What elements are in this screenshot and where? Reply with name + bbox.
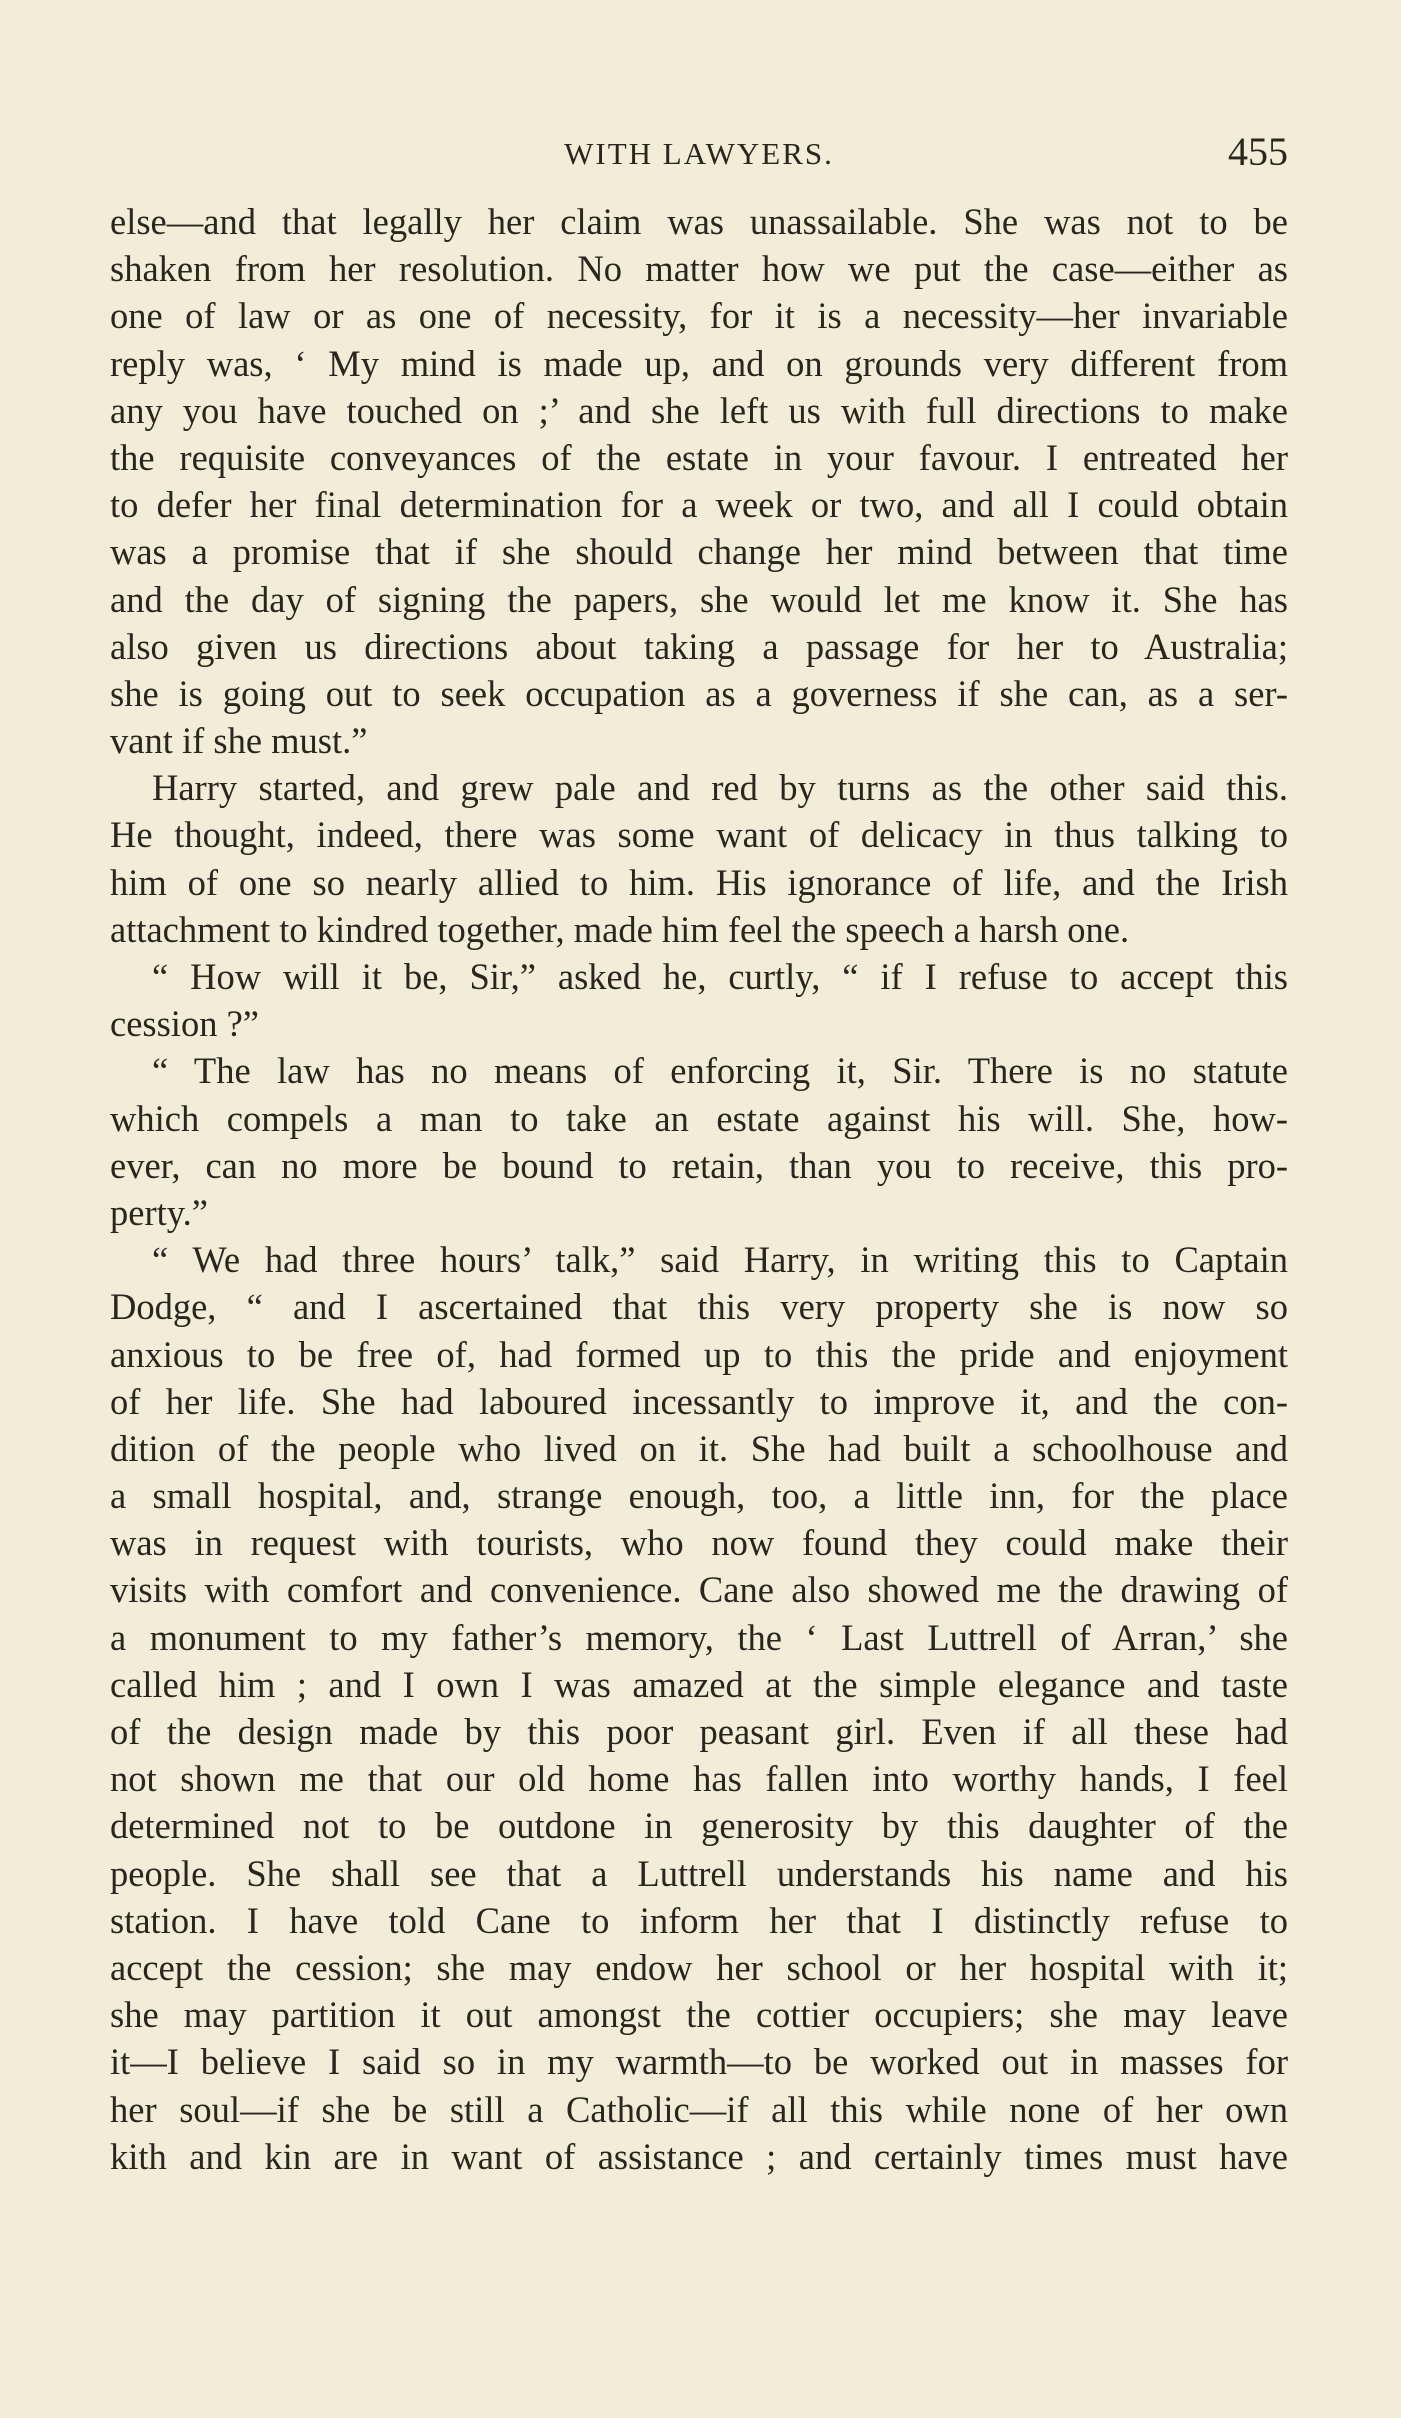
text-line: Harry started, and grew pale and red by turns as the other said this. <box>152 767 1288 809</box>
page-number: 455 <box>1228 129 1288 174</box>
text-line: attachment to kindred together, made him feel the speech a harsh one. <box>110 908 1130 950</box>
running-head <box>110 128 1288 184</box>
text-line: him of one so nearly allied to him. His ignorance of life, and the Irish <box>110 861 1288 903</box>
text-line: of her life. She had laboured incessantly to improve it, and the con- <box>110 1380 1288 1422</box>
text-line: visits with comfort and convenience. Cane also showed me the drawing of <box>110 1569 1288 1611</box>
text-line: also given us directions about taking a passage for her to Australia; <box>110 625 1288 667</box>
text-line: one of law or as one of necessity, for it is a necessity—her invariable <box>110 295 1288 337</box>
text-line: “ The law has no means of enforcing it, Sir. There is no statute <box>152 1050 1288 1092</box>
text-line: her soul—if she be still a Catholic—if all this while none of her own <box>110 2088 1288 2130</box>
text-line: not shown me that our old home has fallen into worthy hands, I feel <box>110 1758 1288 1800</box>
text-line: people. She shall see that a Luttrell understands his name and his <box>110 1852 1288 1894</box>
body-text <box>110 198 1288 2180</box>
text-line: dition of the people who lived on it. She had built a schoolhouse and <box>110 1427 1288 1469</box>
text-line: to defer her final determination for a week or two, and all I could obtain <box>110 484 1288 526</box>
text-line: and the day of signing the papers, she would let me know it. She has <box>110 578 1288 620</box>
text-line: He thought, indeed, there was some want of delicacy in thus talking to <box>110 814 1288 856</box>
text-line: reply was, ‘ My mind is made up, and on grounds very different from <box>110 342 1288 384</box>
text-line: ever, can no more be bound to retain, than you to receive, this pro- <box>110 1144 1288 1186</box>
text-line: “ We had three hours’ talk,” said Harry, in writing this to Captain <box>152 1239 1288 1281</box>
text-line: it—I believe I said so in my warmth—to be worked out in masses for <box>110 2041 1288 2083</box>
text-line: was a promise that if she should change her mind between that time <box>110 531 1288 573</box>
text-line: she may partition it out amongst the cottier occupiers; she may leave <box>110 1994 1288 2036</box>
text-line: kith and kin are in want of assistance ; and certainly times must have <box>110 2135 1288 2177</box>
text-line: vant if she must.” <box>110 720 368 762</box>
text-line: “ How will it be, Sir,” asked he, curtly, “ if I refuse to accept this <box>152 956 1288 997</box>
text-line: a small hospital, and, strange enough, too, a little inn, for the place <box>110 1475 1288 1517</box>
text-line: anxious to be free of, had formed up to this the pride and enjoyment <box>110 1333 1288 1375</box>
text-line: any you have touched on ;’ and she left us with full directions to make <box>110 389 1288 431</box>
text-line: cession ?” <box>110 1003 259 1045</box>
text-line: which compels a man to take an estate against his will. She, how- <box>110 1097 1288 1139</box>
text-line: determined not to be outdone in generosity by this daughter of the <box>110 1805 1288 1847</box>
text-line: a monument to my father’s memory, the ‘ Last Luttrell of Arran,’ she <box>110 1616 1288 1658</box>
text-line: perty.” <box>110 1191 208 1233</box>
text-line: called him ; and I own I was amazed at the simple elegance and taste <box>110 1663 1288 1705</box>
text-line: the requisite conveyances of the estate in your favour. I entreated her <box>110 436 1288 478</box>
text-line: else—and that legally her claim was unassailable. She was not to be <box>110 201 1288 242</box>
text-line: she is going out to seek occupation as a governess if she can, as a ser- <box>110 672 1288 714</box>
text-line: station. I have told Cane to inform her that I distinctly refuse to <box>110 1899 1288 1941</box>
text-line: was in request with tourists, who now found they could make their <box>110 1522 1288 1564</box>
text-line: of the design made by this poor peasant girl. Even if all these had <box>110 1711 1288 1752</box>
text-line: shaken from her resolution. No matter how we put the case—either as <box>110 248 1288 290</box>
running-title: WITH LAWYERS. <box>564 136 834 171</box>
text-line: Dodge, “ and I ascertained that this very property she is now so <box>110 1286 1288 1328</box>
text-line: accept the cession; she may endow her school or her hospital with it; <box>110 1946 1288 1988</box>
